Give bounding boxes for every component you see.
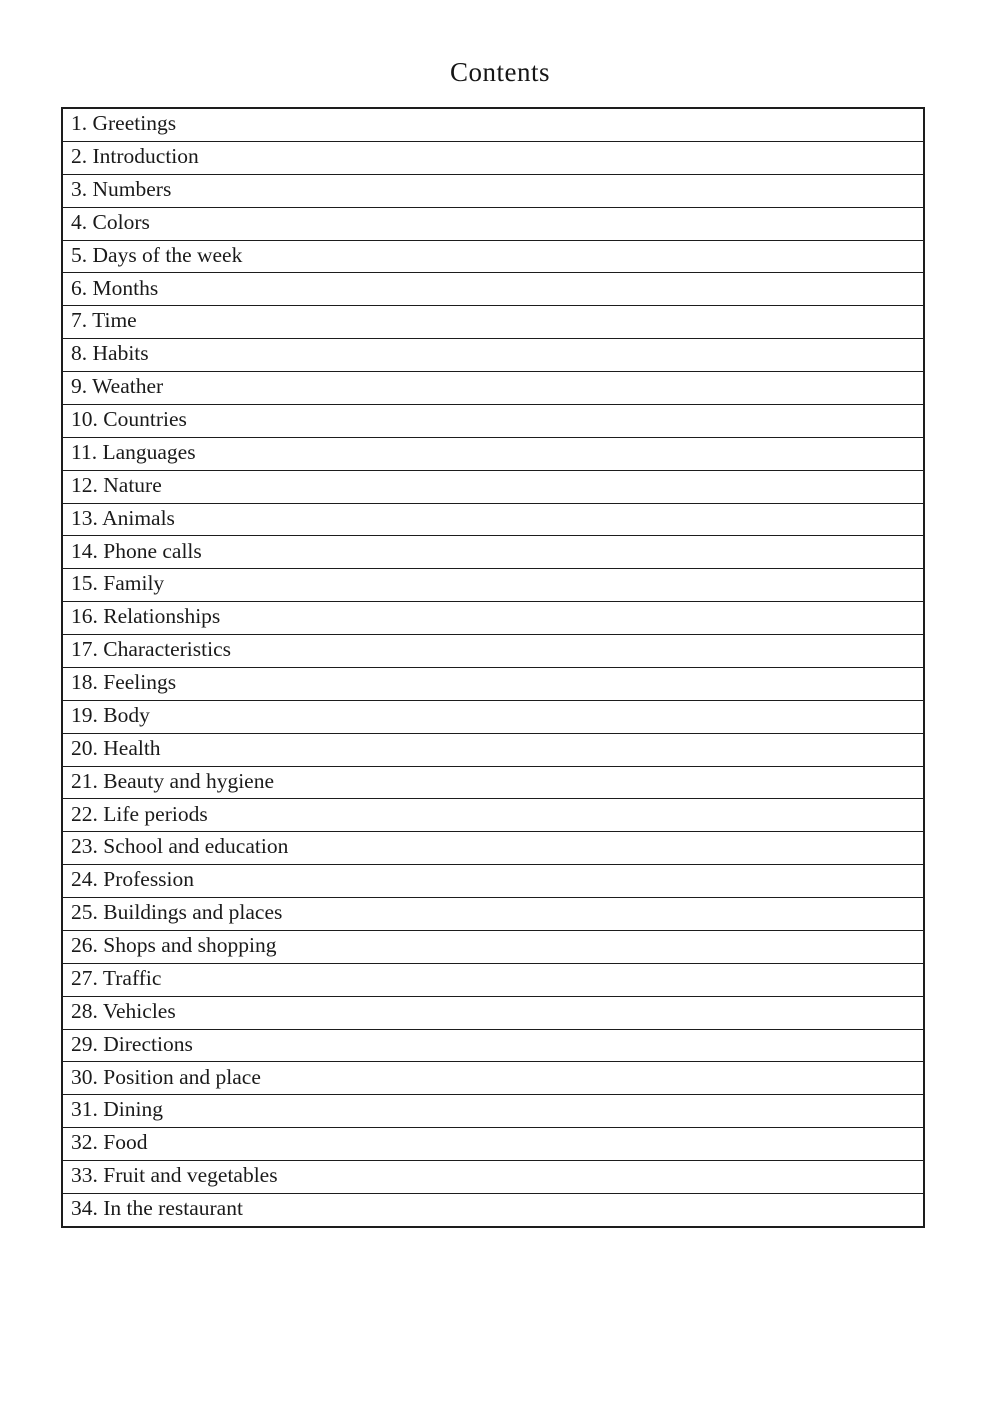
row-label: 25. Buildings and places	[71, 900, 283, 925]
table-row	[63, 372, 923, 405]
table-row	[63, 1161, 923, 1194]
row-label: 30. Position and place	[71, 1064, 261, 1089]
contents-table	[61, 107, 925, 1228]
row-label: 34. In the restaurant	[71, 1196, 243, 1221]
row-label: 3. Numbers	[71, 176, 172, 201]
table-row	[63, 865, 923, 898]
table-row	[63, 635, 923, 668]
row-label: 16. Relationships	[71, 604, 221, 629]
table-row	[63, 142, 923, 175]
row-label: 18. Feelings	[71, 670, 177, 695]
row-label: 8. Habits	[71, 341, 149, 366]
table-row	[63, 931, 923, 964]
row-label: 21. Beauty and hygiene	[71, 768, 275, 793]
row-label: 23. School and education	[71, 834, 289, 859]
table-row	[63, 241, 923, 274]
table-row	[63, 109, 923, 142]
table-row	[63, 273, 923, 306]
row-label: 31. Dining	[71, 1097, 163, 1122]
row-label: 12. Nature	[71, 472, 162, 497]
row-label: 11. Languages	[71, 439, 196, 464]
row-label: 29. Directions	[71, 1031, 193, 1056]
table-row	[63, 1095, 923, 1128]
table-row	[63, 602, 923, 635]
table-row	[63, 734, 923, 767]
row-label: 20. Health	[71, 735, 161, 760]
row-label: 13. Animals	[71, 505, 175, 530]
table-row	[63, 898, 923, 931]
table-row	[63, 504, 923, 537]
row-label: 32. Food	[71, 1130, 148, 1155]
row-label: 24. Profession	[71, 867, 195, 892]
row-label: 10. Countries	[71, 407, 187, 432]
table-row	[63, 1194, 923, 1226]
table-row	[63, 339, 923, 372]
table-row	[63, 536, 923, 569]
row-label: 7. Time	[71, 308, 137, 333]
row-label: 9. Weather	[71, 374, 164, 399]
row-label: 4. Colors	[71, 209, 150, 234]
row-label: 19. Body	[71, 702, 150, 727]
table-row	[63, 471, 923, 504]
table-row	[63, 306, 923, 339]
table-row	[63, 668, 923, 701]
row-label: 26. Shops and shopping	[71, 933, 277, 958]
page-title: Contents	[449, 57, 550, 87]
row-label: 17. Characteristics	[71, 637, 232, 662]
table-row	[63, 175, 923, 208]
row-label: 28. Vehicles	[71, 998, 176, 1023]
table-row	[63, 964, 923, 997]
row-label: 6. Months	[71, 275, 159, 300]
table-row	[63, 997, 923, 1030]
table-row	[63, 701, 923, 734]
table-row	[63, 569, 923, 602]
row-label: 1. Greetings	[71, 111, 177, 136]
table-row	[63, 405, 923, 438]
row-label: 33. Fruit and vegetables	[71, 1163, 278, 1188]
row-label: 15. Family	[71, 571, 165, 596]
row-label: 5. Days of the week	[71, 242, 243, 267]
table-row	[63, 1128, 923, 1161]
table-row	[63, 1030, 923, 1063]
table-row	[63, 832, 923, 865]
row-label: 22. Life periods	[71, 801, 208, 826]
table-row	[63, 438, 923, 471]
row-label: 14. Phone calls	[71, 538, 202, 563]
row-label: 2. Introduction	[71, 144, 199, 169]
row-label: 27. Traffic	[71, 965, 162, 990]
table-row	[63, 208, 923, 241]
table-row	[63, 767, 923, 800]
table-row	[63, 1062, 923, 1095]
table-row	[63, 799, 923, 832]
